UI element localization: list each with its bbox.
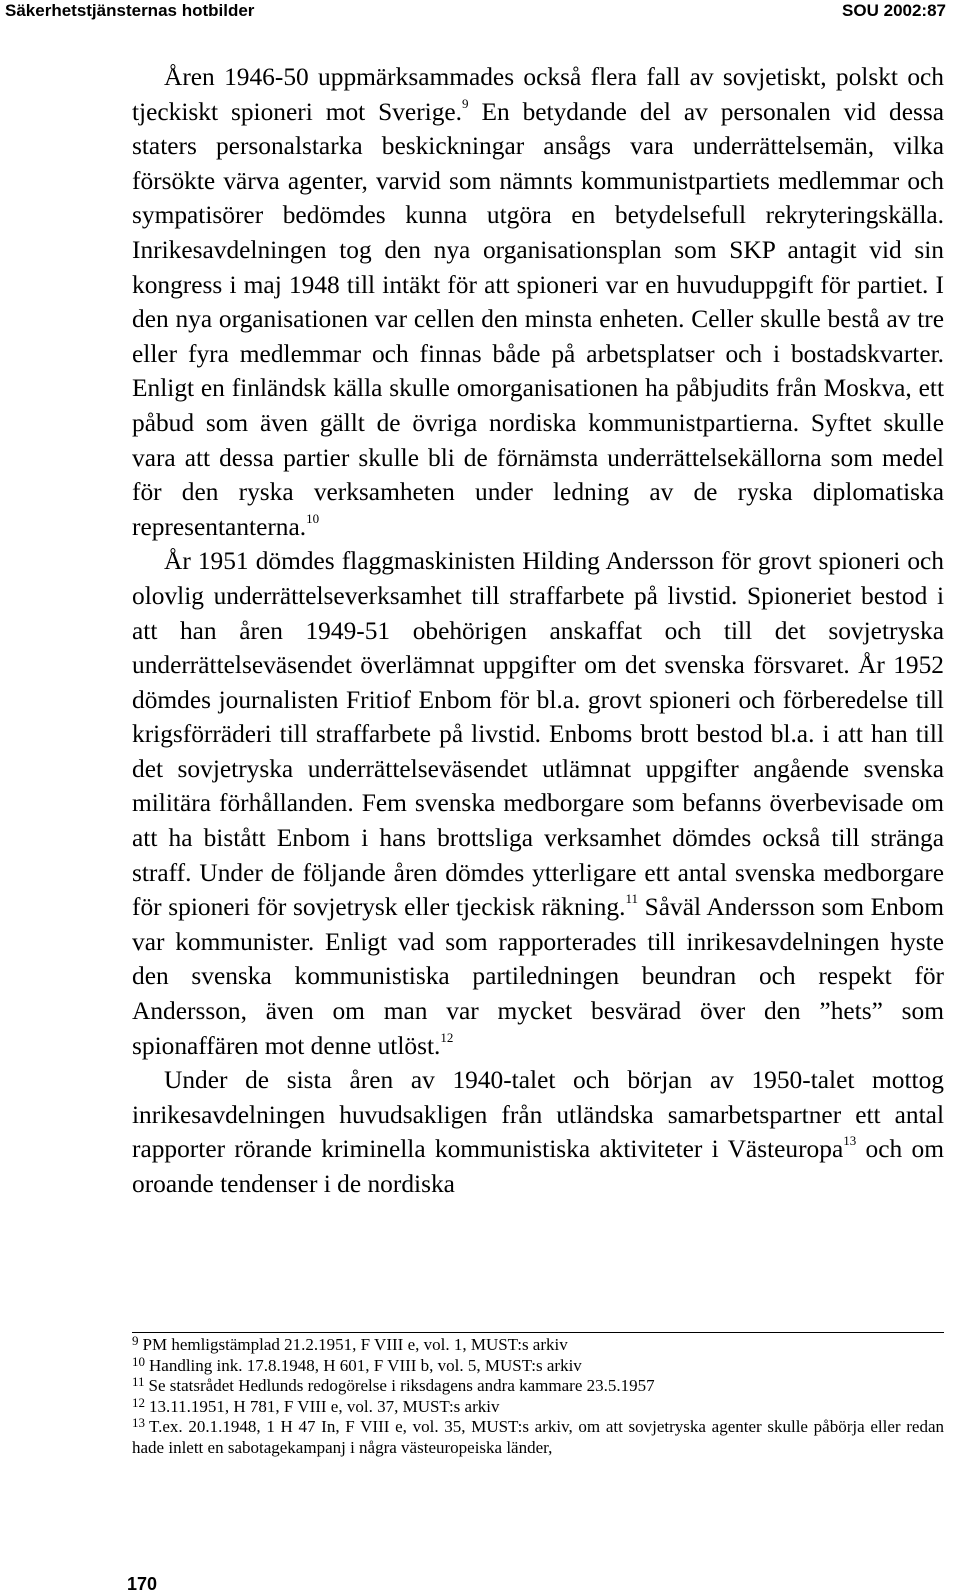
text-run: Åren 1946-50 uppmärksammades också flera fall av sovjetiskt, polskt och tjeckiskt spioneri mot Sverige. <box>132 63 944 126</box>
text-run: År 1951 dömdes flaggmaskinisten Hilding Andersson för grovt spioneri och olovlig underrättelseverksamhet till straffarbete på livstid. Spioneriet bestod i att han åren 1949-51 obehörigen anskaffat och till det sovjetryska underrättelseväsendet överlämnat uppgifter om det svenska försvaret. År 1952 dömdes journalisten Fritiof Enbom för bl.a. grovt spioneri och förberedelse till krigsförräderi till straffarbete på livstid. Enboms brott bestod bl.a. i att han till det sovjetryska underrättelseväsendet utlämnat uppgifter angående svenska militära förhållanden. Fem svenska medborgare som befanns överbevisade om att ha bistått Enbom i hans brottsliga verksamhet dömdes också till stränga straff. Under de följande åren dömdes ytterligare ett antal svenska medborgare för spioneri för sovjetrysk eller tjeckisk räkning. <box>132 547 944 922</box>
footnote-text: Se statsrådet Hedlunds redogörelse i riksdagens andra kammare 23.5.1957 <box>148 1376 655 1396</box>
footnote-number: 13 <box>132 1415 145 1431</box>
footnote-reference: 9 <box>462 95 469 111</box>
text-run: och om oroande tendenser i de nordiska <box>132 1135 944 1198</box>
footnote-number: 9 <box>132 1333 139 1348</box>
footnote <box>132 1353 944 1377</box>
body-text <box>132 60 944 1202</box>
footnote-reference: 13 <box>843 1133 857 1149</box>
page-number: 170 <box>127 1574 158 1594</box>
footnotes <box>132 1335 944 1459</box>
footnote-text: Handling ink. 17.8.1948, H 601, F VIII b, vol. 5, MUST:s arkiv <box>149 1355 582 1375</box>
running-header-title: Säkerhetstjänsternas hotbilder <box>5 1 255 20</box>
footnote-text: T.ex. 20.1.1948, 1 H 47 In, F VIII e, vol. 35, MUST:s arkiv, om att sovjetryska agenter skulle påbörja eller redan hade inlett en sabotagekampanj i några västeuropeiska länder, <box>132 1417 944 1457</box>
running-header-report-number: SOU 2002:87 <box>842 1 946 20</box>
footnote-reference: 11 <box>625 891 638 907</box>
text-run: Såväl Andersson som Enbom var kommunister. Enligt vad som rapporterades till inrikesavdelningen hyste den svenska kommunistiska partiledningen beundran och respekt för Andersson, även om man var mycket besvärad över den ”hets” som spionaffären mot denne utlöst. <box>132 893 944 1060</box>
body-paragraph <box>132 1063 944 1201</box>
text-run: Under de sista åren av 1940-talet och början av 1950-talet mottog inrikesavdelningen huvudsakligen från utländska samarbetspartner ett antal rapporter rörande kriminella kommunistiska aktiviteter i Västeuropa <box>132 1066 944 1164</box>
footnote-number: 11 <box>132 1374 145 1390</box>
footnote-number: 10 <box>132 1353 145 1369</box>
footnote <box>132 1417 944 1458</box>
body-paragraph <box>132 544 944 1063</box>
footnote <box>132 1335 944 1356</box>
footnote-number: 12 <box>132 1394 145 1410</box>
footnote-separator <box>132 1332 944 1333</box>
footnote-text: PM hemligstämplad 21.2.1951, F VIII e, vol. 1, MUST:s arkiv <box>142 1335 568 1354</box>
footnote <box>132 1376 944 1397</box>
body-paragraph <box>132 60 944 544</box>
footnote-text: 13.11.1951, H 781, F VIII e, vol. 37, MUST:s arkiv <box>149 1396 500 1416</box>
footnote <box>132 1394 944 1418</box>
footnote-reference: 10 <box>306 510 320 526</box>
text-run: En betydande del av personalen vid dessa staters personalstarka beskickningar ansågs vara underrättelsemän, vilka försökte värva agenter, varvid som nämnts kommunistpartiets medlemmar och sympatisörer bedömdes kunna utgöra en betydelsefull rekryteringskälla. Inrikesavdelningen tog den nya organisationsplan som SKP antagit vid sin kongress i maj 1948 till intäkt för att spioneri var en huvuduppgift för partiet. I den nya organisationen var cellen den minsta enheten. Celler skulle bestå av tre eller fyra medlemmar och finnas både på arbetsplatser och i bostadskvarter. Enligt en finländsk källa skulle omorganisationen ha påbjudits från Moskva, ett påbud som även gällt de övriga nordiska kommunistpartierna. Syftet skulle vara att dessa partier skulle bli de förnämsta underrättelsekällorna som medel för den ryska verksamheten under ledning av de ryska diplomatiska representanterna. <box>132 97 944 541</box>
footnote-reference: 12 <box>440 1029 454 1045</box>
